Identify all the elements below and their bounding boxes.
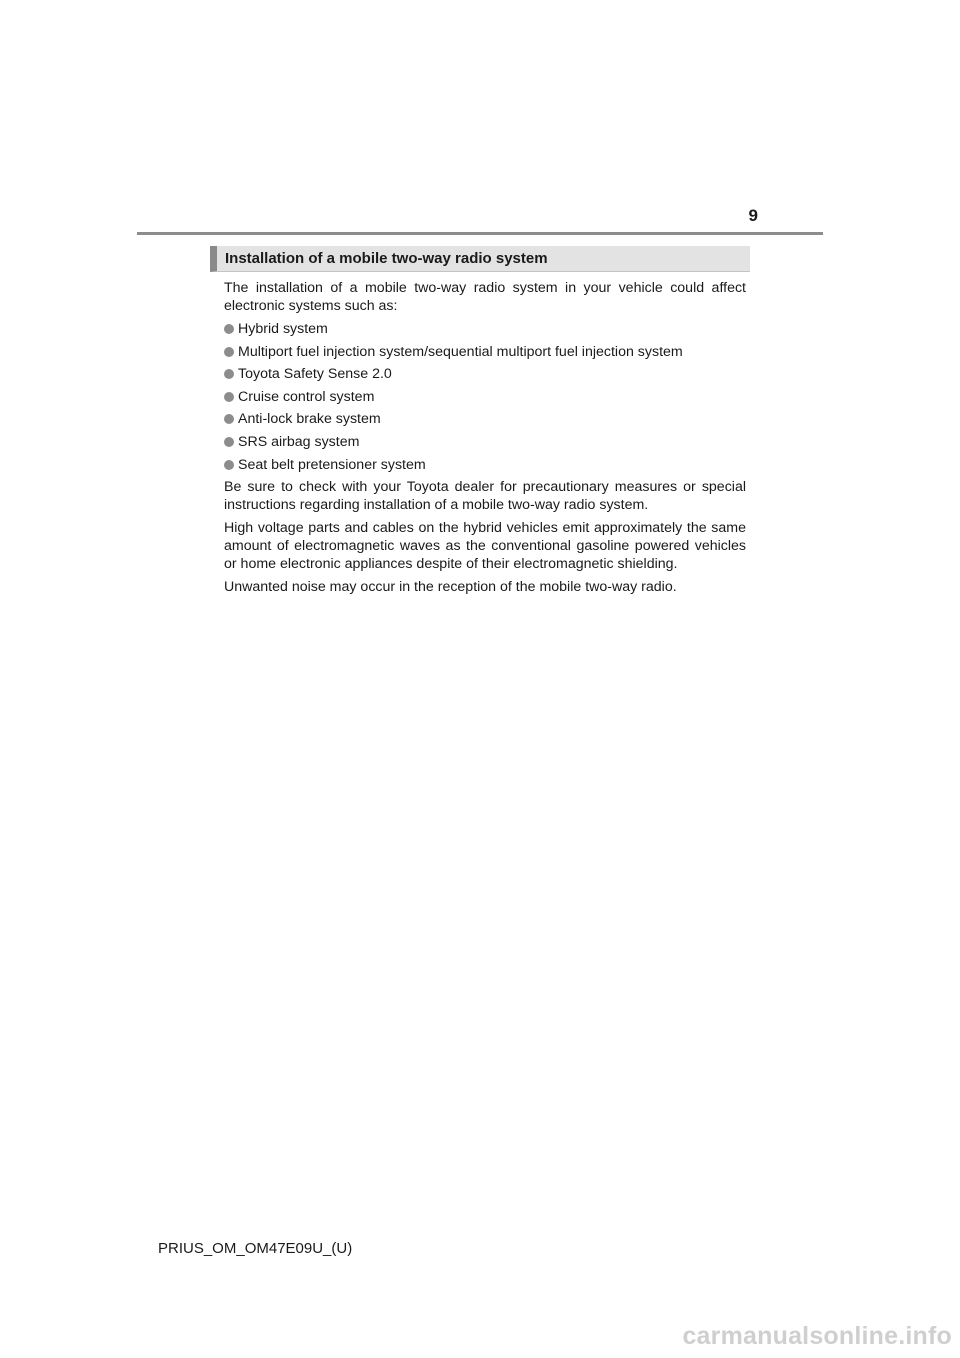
list-item-text: Seat belt pretensioner system (238, 456, 426, 473)
list-item-text: Multiport fuel injection system/sequential multiport fuel injection system (238, 343, 683, 360)
site-watermark: carmanualsonline.info (682, 1322, 952, 1350)
list-item (224, 433, 746, 451)
list-item (224, 320, 746, 338)
list-item-text: Anti-lock brake system (238, 411, 381, 428)
list-item (224, 410, 746, 428)
list-item-text: Toyota Safety Sense 2.0 (238, 366, 392, 383)
bullet-icon (224, 324, 234, 334)
bullet-icon (224, 460, 234, 470)
high-voltage-paragraph: High voltage parts and cables on the hybrid vehicles emit approximately the same amount of electromagnetic waves as the conventional gasoline powered vehicles or home electronic appliances despite of their electromagnetic shielding. (224, 520, 746, 573)
bullet-icon (224, 414, 234, 424)
page-number: 9 (748, 206, 758, 225)
header-rule (137, 232, 823, 235)
bullet-icon (224, 392, 234, 402)
list-item (224, 388, 746, 406)
list-item-text: Hybrid system (238, 321, 328, 337)
bullet-icon (224, 437, 234, 447)
dealer-check-paragraph: Be sure to check with your Toyota dealer for precautionary measures or special instructions regarding installation of a mobile two-way radio system. (224, 479, 746, 514)
intro-paragraph: The installation of a mobile two-way radio system in your vehicle could affect electronic systems such as: (224, 280, 746, 314)
noise-paragraph: Unwanted noise may occur in the reception of the mobile two-way radio. (224, 579, 677, 596)
list-item-text: SRS airbag system (238, 433, 360, 450)
list-item (224, 456, 746, 474)
bullet-icon (224, 347, 234, 357)
section-heading (210, 246, 750, 272)
list-item-text: Cruise control system (238, 388, 375, 405)
affected-systems-list (224, 320, 746, 474)
section-body (224, 279, 746, 601)
footer-document-code: PRIUS_OM_OM47E09U_(U) (158, 1240, 353, 1257)
section-heading-text: Installation of a mobile two-way radio system (225, 250, 548, 267)
list-item (224, 365, 746, 383)
bullet-icon (224, 369, 234, 379)
list-item (224, 343, 746, 361)
